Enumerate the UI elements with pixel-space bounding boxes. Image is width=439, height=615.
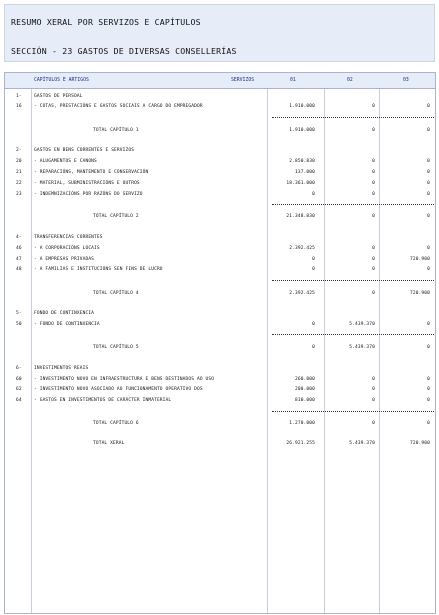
dotted-separator: [272, 411, 434, 412]
row-code: 20: [16, 159, 22, 164]
row-description: - MATERIAL, SUBMINISTRACIÓNS E OUTROS: [34, 181, 140, 186]
value-col-03: 0: [427, 192, 430, 197]
chapter-heading-row: [5, 233, 435, 243]
table-row: [5, 385, 435, 395]
value-col-02: 0: [372, 159, 375, 164]
row-description: GASTOS DE PERSOAL: [34, 94, 83, 99]
value-col-03: 0: [427, 128, 430, 133]
table-row: [5, 190, 435, 200]
row-description: - INVESTIMENTO NOVO ASOCIADO AO FUNCIONAMENTO OPERATIVO DOS: [34, 387, 203, 392]
header-col-02: 02: [347, 78, 353, 83]
value-col-02: 5.439.370: [349, 441, 375, 446]
dotted-separator: [272, 334, 434, 335]
value-col-01: 1.910.000: [289, 128, 315, 133]
value-col-01: 2.392.425: [289, 291, 315, 296]
table-row: [5, 244, 435, 254]
row-code: 21: [16, 170, 22, 175]
value-col-03: 0: [427, 345, 430, 350]
value-col-02: 5.439.370: [349, 322, 375, 327]
dotted-separator: [272, 204, 434, 205]
row-description: INVESTIMENTOS REAIS: [34, 366, 89, 371]
row-description: GASTOS EN BENS CORRENTES E SERVIZOS: [34, 148, 135, 153]
table-row: [5, 396, 435, 406]
value-col-03: 0: [427, 246, 430, 251]
chapter-heading-row: [5, 309, 435, 319]
chapter-heading-row: [5, 364, 435, 374]
row-code: 46: [16, 246, 22, 251]
row-description: TOTAL CAPÍTULO 6: [93, 421, 139, 426]
row-description: - A CORPORACIÓNS LOCAIS: [34, 246, 100, 251]
row-description: TOTAL CAPÍTULO 1: [93, 128, 139, 133]
row-code: 60: [16, 377, 22, 382]
value-col-01: 26.921.255: [286, 441, 315, 446]
row-code: 4-: [16, 235, 22, 240]
table-row: [5, 179, 435, 189]
row-description: - COTAS, PRESTACIÓNS E GASTOS SOCIAIS A CARGO DO EMPREGADOR: [34, 104, 203, 109]
value-col-02: 0: [372, 170, 375, 175]
row-code: 23: [16, 192, 22, 197]
budget-table: [4, 72, 436, 614]
value-col-02: 0: [372, 181, 375, 186]
value-col-01: 0: [312, 322, 315, 327]
row-code: 47: [16, 257, 22, 262]
section-title: SECCIÓN - 23 GASTOS DE DIVERSAS CONSELLERÍAS: [11, 46, 237, 56]
value-col-03: 0: [427, 398, 430, 403]
chapter-heading-row: [5, 146, 435, 156]
header-col-01: 01: [290, 78, 296, 83]
grand-total-row: [5, 439, 435, 449]
value-col-01: 18.361.000: [286, 181, 315, 186]
value-col-03: 0: [427, 377, 430, 382]
row-description: TOTAL XERAL: [93, 441, 125, 446]
table-header: [5, 73, 435, 89]
value-col-02: 0: [372, 398, 375, 403]
value-col-02: 0: [372, 128, 375, 133]
chapter-total-row: [5, 126, 435, 136]
value-col-01: 200.000: [294, 387, 315, 392]
chapter-total-row: [5, 289, 435, 299]
table-row: [5, 157, 435, 167]
row-description: TOTAL CAPÍTULO 5: [93, 345, 139, 350]
header-col-03: 03: [403, 78, 409, 83]
table-row: [5, 375, 435, 385]
value-col-03: 0: [427, 159, 430, 164]
row-code: 1-: [16, 94, 22, 99]
value-col-01: 810.000: [294, 398, 315, 403]
value-col-01: 1.910.000: [289, 104, 315, 109]
row-code: 6-: [16, 366, 22, 371]
chapter-total-row: [5, 419, 435, 429]
value-col-03: 0: [427, 322, 430, 327]
table-row: [5, 168, 435, 178]
chapter-heading-row: [5, 92, 435, 102]
row-code: 62: [16, 387, 22, 392]
value-col-02: 0: [372, 421, 375, 426]
dotted-separator: [272, 117, 434, 118]
value-col-02: 0: [372, 214, 375, 219]
chapter-total-row: [5, 343, 435, 353]
report-title: RESUMO XERAL POR SERVIZOS E CAPÍTULOS: [11, 17, 201, 27]
value-col-01: 137.000: [294, 170, 315, 175]
row-description: - ALUGAMENTOS E CANONS: [34, 159, 97, 164]
row-code: 64: [16, 398, 22, 403]
value-col-01: 2.850.830: [289, 159, 315, 164]
value-col-02: 0: [372, 267, 375, 272]
header-chapters: CAPÍTULOS E ARTIGOS: [34, 78, 89, 83]
value-col-01: 2.392.425: [289, 246, 315, 251]
row-description: - A FAMILIAS E INSTITUCIÓNS SEN FINS DE LUCRO: [34, 267, 163, 272]
report-header: [4, 4, 435, 62]
row-description: - A EMPRESAS PRIVADAS: [34, 257, 95, 262]
row-description: - GASTOS EN INVESTIMENTOS DE CARÁCTER INMATERIAL: [34, 398, 172, 403]
table-row: [5, 320, 435, 330]
value-col-03: 720.900: [409, 291, 430, 296]
table-row: [5, 255, 435, 265]
row-code: 2-: [16, 148, 22, 153]
row-description: FONDO DE CONTINXENCIA: [34, 311, 95, 316]
table-row: [5, 102, 435, 112]
value-col-02: 0: [372, 291, 375, 296]
row-code: 22: [16, 181, 22, 186]
value-col-03: 0: [427, 214, 430, 219]
dotted-separator: [272, 280, 434, 281]
value-col-02: 5.439.370: [349, 345, 375, 350]
chapter-total-row: [5, 212, 435, 222]
value-col-01: 0: [312, 257, 315, 262]
value-col-02: 0: [372, 377, 375, 382]
row-code: 50: [16, 322, 22, 327]
value-col-01: 260.000: [294, 377, 315, 382]
value-col-02: 0: [372, 104, 375, 109]
row-description: TRANSFERENCIAS CORRENTES: [34, 235, 103, 240]
row-code: 48: [16, 267, 22, 272]
value-col-01: 0: [312, 267, 315, 272]
value-col-02: 0: [372, 246, 375, 251]
value-col-03: 720.900: [409, 441, 430, 446]
value-col-02: 0: [372, 387, 375, 392]
value-col-03: 0: [427, 387, 430, 392]
row-description: - INVESTIMENTO NOVO EN INFRAESTRUCTURA E BENS DESTINADOS AO USO: [34, 377, 215, 382]
value-col-01: 21.348.830: [286, 214, 315, 219]
row-code: 16: [16, 104, 22, 109]
header-services: SERVIZOS: [231, 78, 255, 83]
value-col-01: 0: [312, 192, 315, 197]
value-col-02: 0: [372, 192, 375, 197]
value-col-01: 0: [312, 345, 315, 350]
value-col-03: 0: [427, 170, 430, 175]
row-description: - INDEMNIZACIÓNS POR RAZÓNS DO SERVIZO: [34, 192, 143, 197]
value-col-01: 1.270.000: [289, 421, 315, 426]
value-col-03: 0: [427, 181, 430, 186]
value-col-03: 0: [427, 104, 430, 109]
value-col-02: 0: [372, 257, 375, 262]
row-description: TOTAL CAPÍTULO 2: [93, 214, 139, 219]
row-code: 5-: [16, 311, 22, 316]
table-row: [5, 265, 435, 275]
row-description: - REPARACIÓNS, MANTEMENTO E CONSERVACIÓN: [34, 170, 149, 175]
value-col-03: 0: [427, 421, 430, 426]
row-description: - FONDO DE CONTINXENCIA: [34, 322, 100, 327]
value-col-03: 0: [427, 267, 430, 272]
value-col-03: 720.900: [409, 257, 430, 262]
row-description: TOTAL CAPÍTULO 4: [93, 291, 139, 296]
